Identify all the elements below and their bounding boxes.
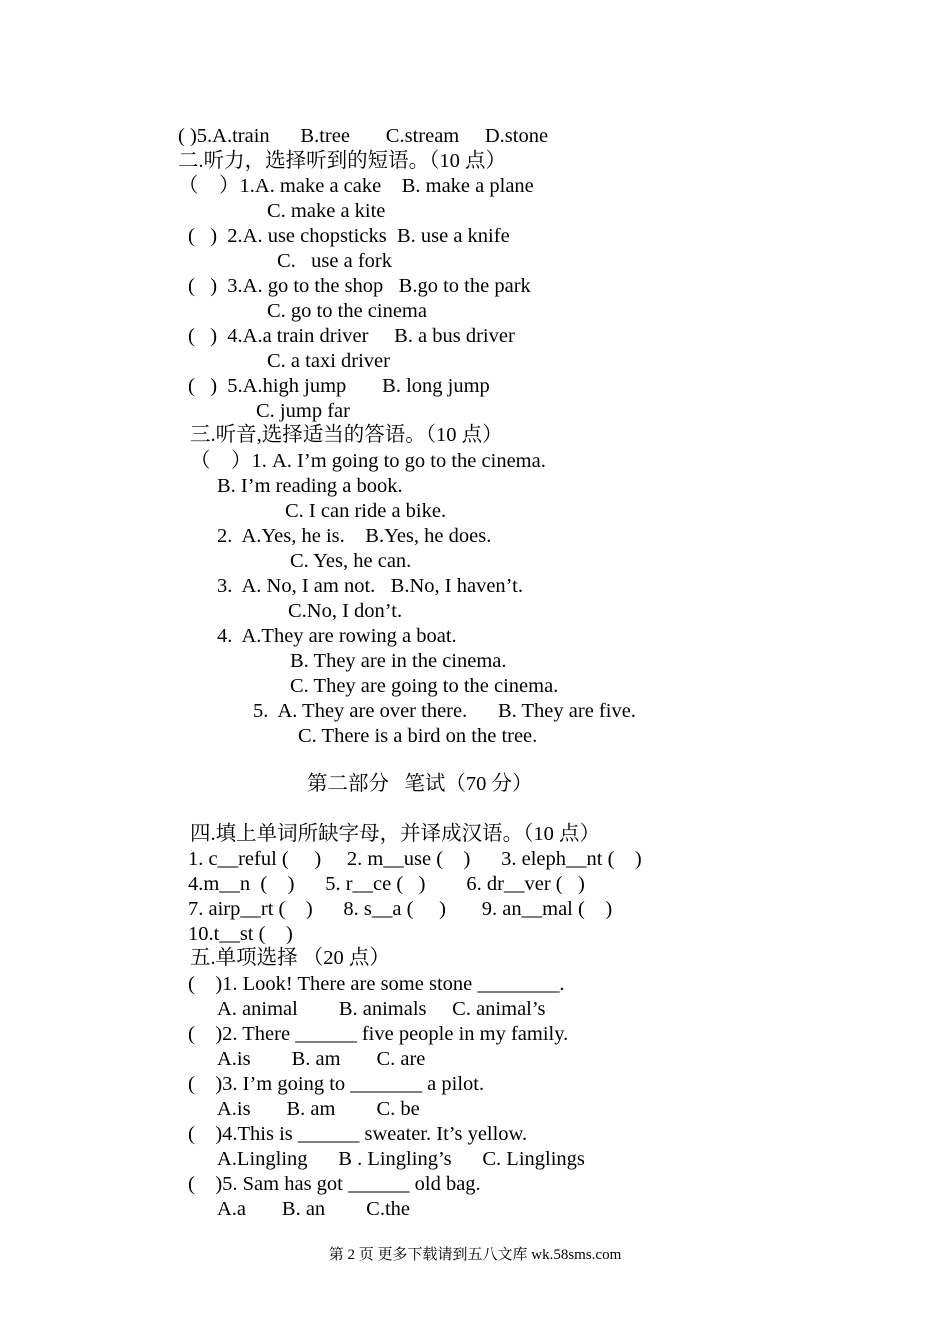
fill-in-line: 7. airp__rt ( ) 8. s__a ( ) 9. an__mal ( ) [188, 898, 613, 920]
question-line: ( ) 4.A.a train driver B. a bus driver [188, 325, 515, 347]
section-4-heading: 四.填上单词所缺字母，并译成汉语。（10 点） [190, 823, 600, 845]
fill-in-line: 10.t__st ( ) [188, 923, 293, 945]
option-line: C. There is a bird on the tree. [298, 725, 538, 747]
question-line: ( )1. Look! There are some stone ________. [188, 973, 565, 995]
question-line: ( ) 2.A. use chopsticks B. use a knife [188, 225, 510, 247]
question-line: 4. A.They are rowing a boat. [217, 625, 457, 647]
option-line: A.a B. an C.the [217, 1198, 411, 1220]
option-line: C. jump far [256, 400, 350, 422]
question-line: ( )2. There ______ five people in my family. [188, 1023, 569, 1045]
question-line: 5. A. They are over there. B. They are five. [253, 700, 636, 722]
option-line: A.is B. am C. be [217, 1098, 420, 1120]
option-line: C. make a kite [267, 200, 386, 222]
fill-in-line: 4.m__n ( ) 5. r__ce ( ) 6. dr__ver ( ) [188, 873, 585, 895]
option-line: C. I can ride a bike. [285, 500, 447, 522]
question-line: 3. A. No, I am not. B.No, I haven’t. [217, 575, 523, 597]
option-line: C. a taxi driver [267, 350, 390, 372]
question-line: ( ) 5.A.high jump B. long jump [188, 375, 490, 397]
option-line: B. I’m reading a book. [217, 475, 403, 497]
option-line: C. They are going to the cinema. [290, 675, 559, 697]
part-two-title: 第二部分 笔试（70 分） [307, 773, 533, 795]
option-line: C. Yes, he can. [290, 550, 412, 572]
option-line: A.Lingling B . Lingling’s C. Linglings [217, 1148, 585, 1170]
question-line: ( )5. Sam has got ______ old bag. [188, 1173, 481, 1195]
fill-in-line: 1. c__reful ( ) 2. m__use ( ) 3. eleph__nt ( ) [188, 848, 642, 870]
option-line: C. go to the cinema [267, 300, 427, 322]
question-line: ( )3. I’m going to _______ a pilot. [188, 1073, 485, 1095]
section-2-heading: 二.听力，选择听到的短语。（10 点） [178, 150, 506, 172]
section-3-heading: 三.听音,选择适当的答语。（10 点） [190, 424, 503, 446]
question-line: 2. A.Yes, he is. B.Yes, he does. [217, 525, 492, 547]
listening-item-5-options: ( )5.A.train B.tree C.stream D.stone [178, 125, 549, 147]
section-5-heading: 五.单项选择 （20 点） [190, 947, 390, 969]
option-line: C.No, I don’t. [288, 600, 403, 622]
option-line: A.is B. am C. are [217, 1048, 426, 1070]
question-line: ( )4.This is ______ sweater. It’s yellow. [188, 1123, 528, 1145]
question-line: ( ) 3.A. go to the shop B.go to the park [188, 275, 531, 297]
question-line: （ ）1.A. make a cake B. make a plane [178, 175, 534, 197]
page-footer: 第 2 页 更多下载请到五八文库 wk.58sms.com [328, 1247, 622, 1263]
question-line: （ ）1. A. I’m going to go to the cinema. [190, 450, 546, 472]
option-line: C. use a fork [277, 250, 393, 272]
option-line: A. animal B. animals C. animal’s [217, 998, 546, 1020]
option-line: B. They are in the cinema. [290, 650, 507, 672]
